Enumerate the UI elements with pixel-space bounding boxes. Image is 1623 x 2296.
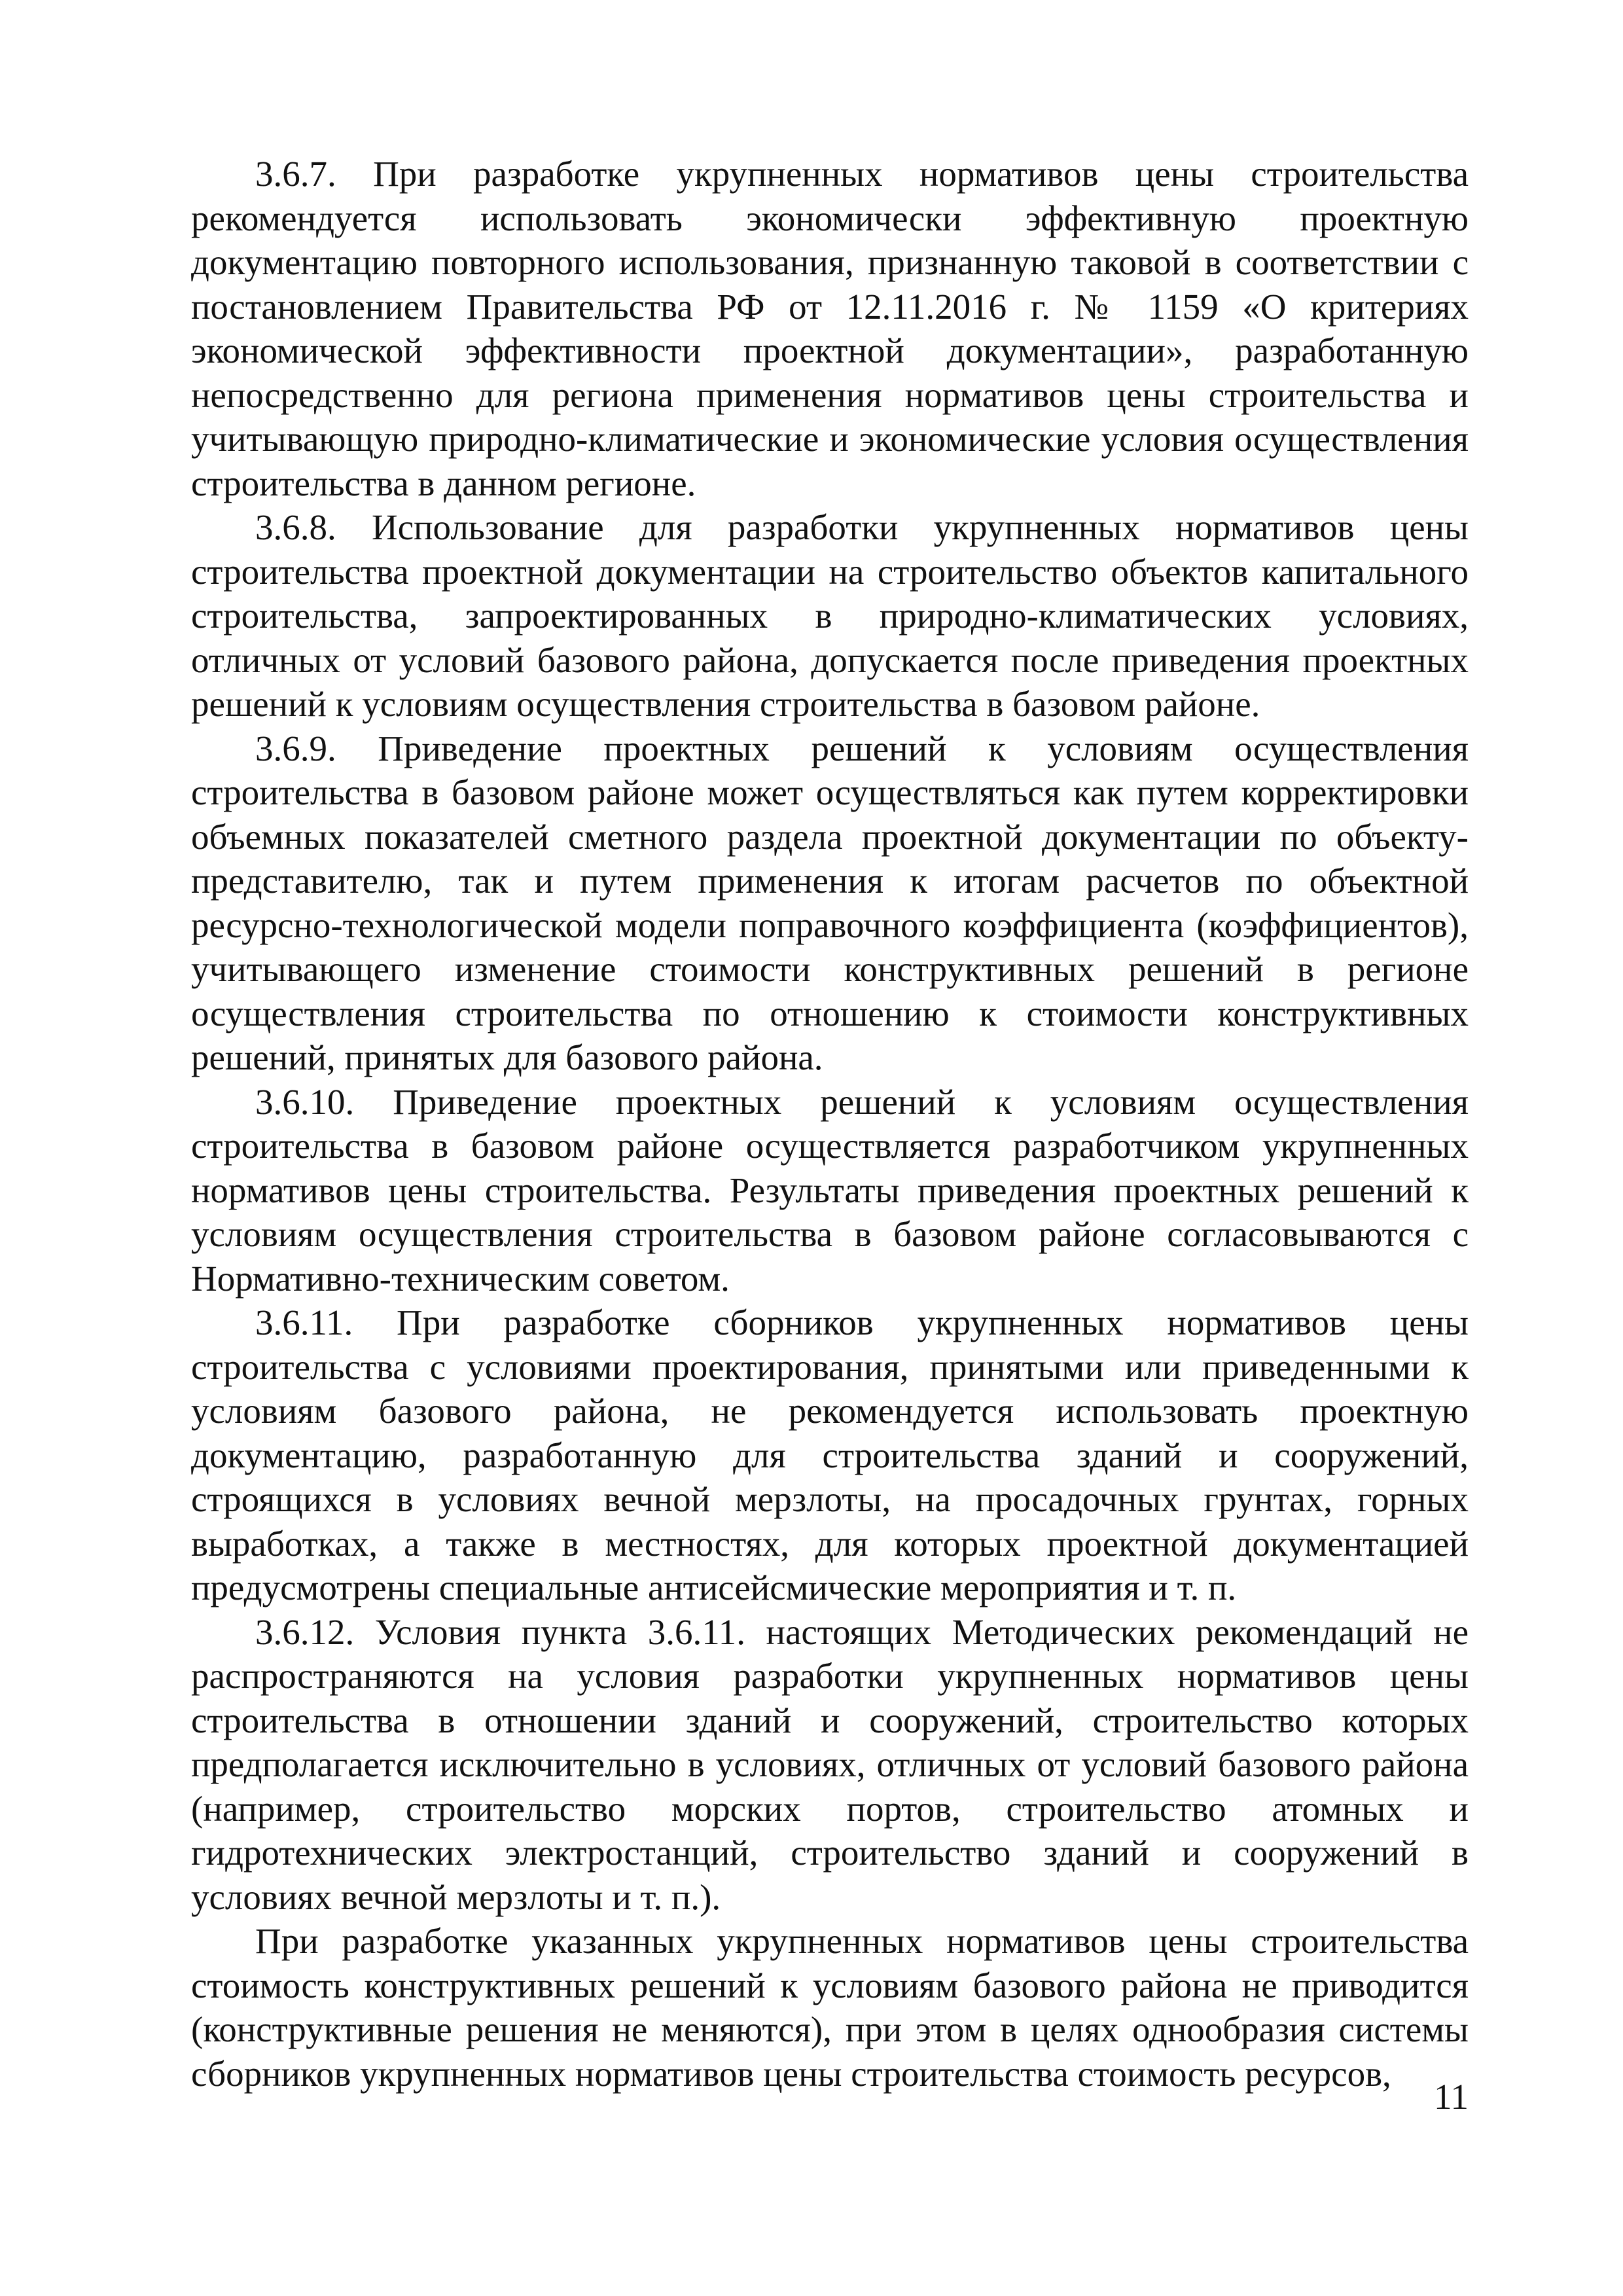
- paragraph-3-6-11: 3.6.11. При разработке сборников укрупненных нормативов цены строительства с условиями проектирования, принятыми или приведенными к условиям базового района, не рекомендуется использовать проектную документацию, разработанную для строительства зданий и сооружений, строящихся в условиях вечной мерзлоты, на просадочных грунтах, горных выработках, а также в местностях, для которых проектной документацией предусмотрены специальные антисейсмические мероприятия и т. п.: [191, 1302, 1469, 1607]
- page-number: 11: [1434, 2077, 1469, 2117]
- document-body: [191, 152, 1469, 2096]
- paragraph-continuation: При разработке указанных укрупненных нормативов цены строительства стоимость конструктивных решений к условиям базового района не приводится (конструктивные решения не меняются), при этом в целях однообразия системы сборников укрупненных нормативов цены строительства стоимость ресурсов,: [191, 1921, 1469, 2094]
- paragraph-3-6-8: 3.6.8. Использование для разработки укрупненных нормативов цены строительства проектной документации на строительство объектов капитального строительства, запроектированных в природно-климатических условиях, отличных от условий базового района, допускается после приведения проектных решений к условиям осуществления строительства в базовом районе.: [191, 507, 1469, 724]
- paragraph-3-6-9: 3.6.9. Приведение проектных решений к условиям осуществления строительства в базовом районе может осуществляться как путем корректировки объемных показателей сметного раздела проектной документации по объекту-представителю, так и путем применения к итогам расчетов по объектной ресурсно-технологической модели поправочного коэффициента (коэффициентов), учитывающего изменение стоимости конструктивных решений в регионе осуществления строительства по отношению к стоимости конструктивных решений, принятых для базового района.: [191, 728, 1469, 1077]
- paragraph-3-6-12: 3.6.12. Условия пункта 3.6.11. настоящих Методических рекомендаций не распространяются на условия разработки укрупненных нормативов цены строительства в отношении зданий и сооружений, строительство которых предполагается исключительно в условиях, отличных от условий базового района (например, строительство морских портов, строительство атомных и гидротехнических электростанций, строительство зданий и сооружений в условиях вечной мерзлоты и т. п.).: [191, 1611, 1469, 1917]
- paragraph-3-6-10: 3.6.10. Приведение проектных решений к условиям осуществления строительства в базовом районе осуществляется разработчиком укрупненных нормативов цены строительства. Результаты приведения проектных решений к условиям осуществления строительства в базовом районе согласовываются с Нормативно-техническим советом.: [191, 1081, 1469, 1299]
- paragraph-3-6-7: 3.6.7. При разработке укрупненных нормативов цены строительства рекомендуется использовать экономически эффективную проектную документацию повторного использования, признанную таковой в соответствии с постановлением Правительства РФ от 12.11.2016 г. № 1159 «О критериях экономической эффективности проектной документации», разработанную непосредственно для региона применения нормативов цены строительства и учитывающую природно-климатические и экономические условия осуществления строительства в данном регионе.: [191, 154, 1469, 503]
